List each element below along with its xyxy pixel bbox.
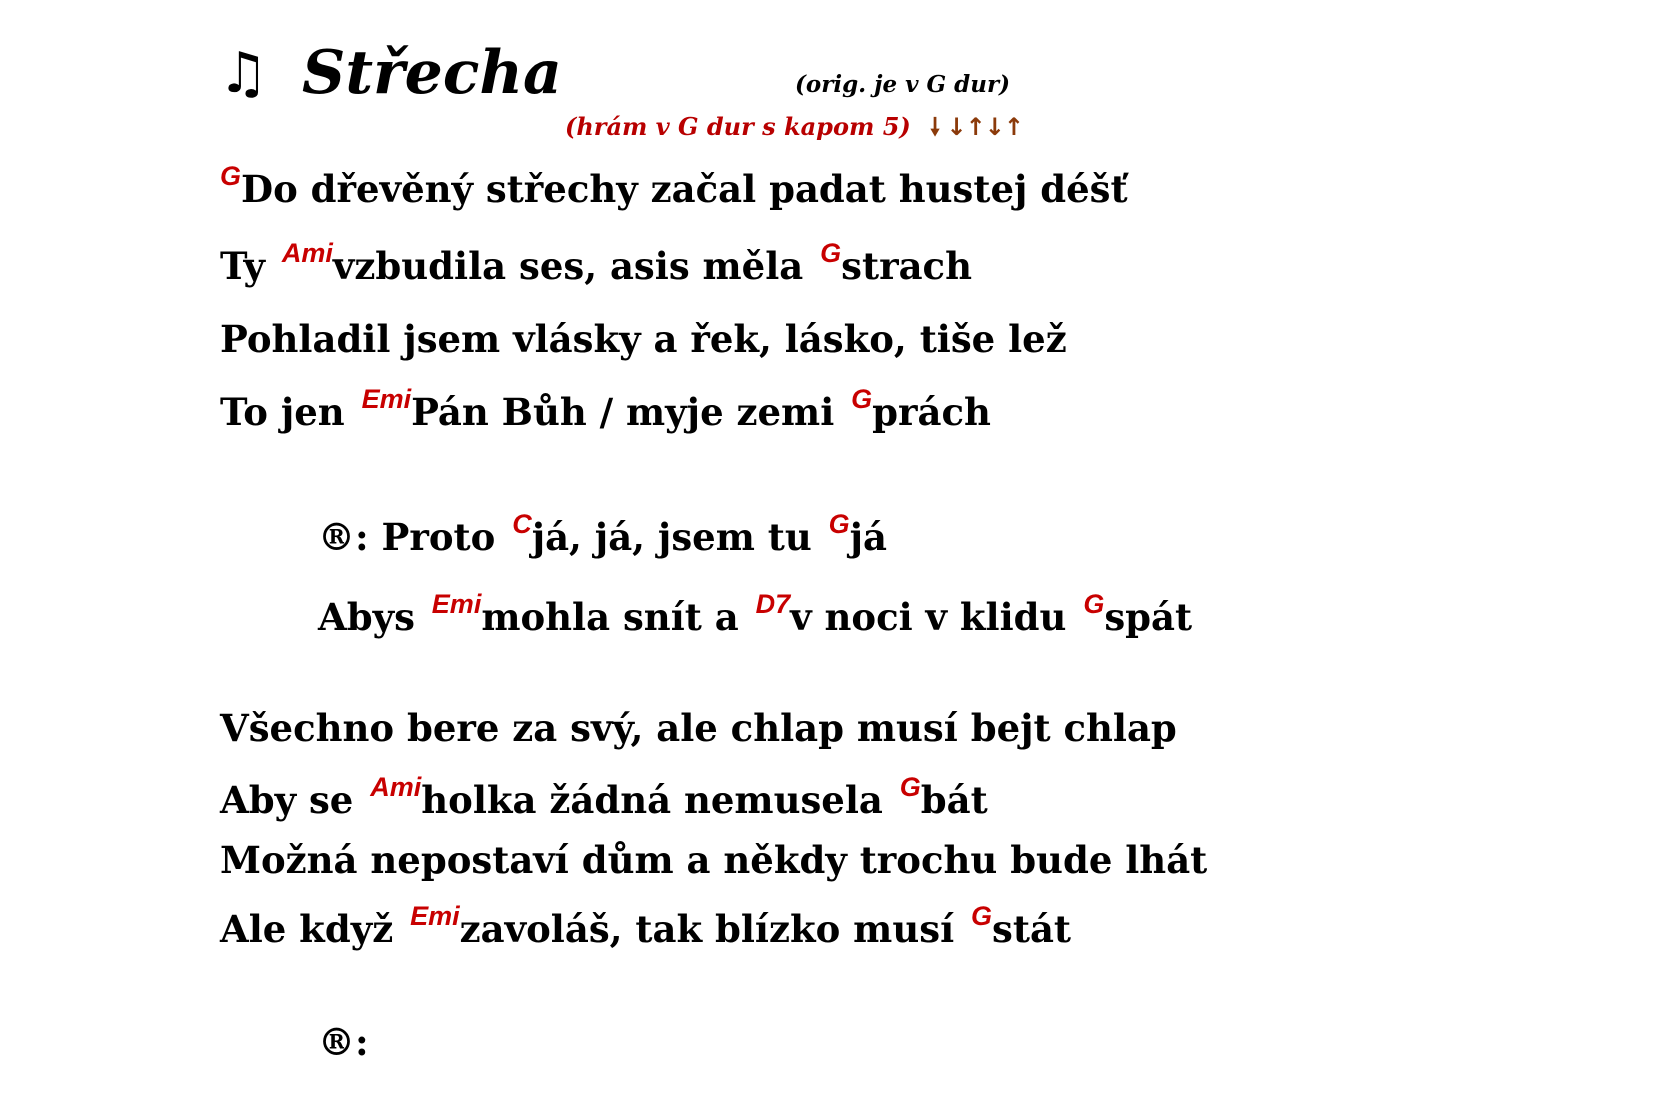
lyric-text: Do dřevěný střechy začal padat hustej déšť [241, 167, 1128, 211]
lyric-text: Možná nepostaví dům a někdy trochu bude lhát [220, 838, 1208, 882]
chord-label: Emi [361, 384, 412, 414]
lyric-text: v noci v klidu [790, 595, 1080, 639]
chord-label: C [512, 509, 532, 539]
chord-label: G [899, 772, 921, 802]
lyric-line [220, 772, 988, 826]
chord-label: Ami [281, 238, 333, 268]
lyric-text: Abys [318, 595, 428, 639]
chord-label: Emi [431, 589, 482, 619]
chord-label: Ami [370, 772, 422, 802]
lyric-text: prách [872, 390, 991, 434]
chord-label: G [820, 238, 842, 268]
lyric-text: Pohladil jsem vlásky a řek, lásko, tiše lež [220, 317, 1067, 361]
lyric-line [220, 838, 1207, 882]
lyric-line [220, 317, 1067, 361]
lyric-text: holka žádná nemusela [421, 778, 896, 822]
lyric-line [318, 509, 887, 563]
lyric-line [318, 589, 1193, 643]
lyric-text: Všechno bere za svý, ale chlap musí bejt chlap [220, 706, 1177, 750]
chord-label: G [851, 384, 873, 414]
chord-label: G [1083, 589, 1105, 619]
capo-note: (hrám v G dur s kapom 5) [565, 112, 911, 141]
chord-label: Emi [410, 901, 460, 931]
lyric-text: To jen [220, 390, 358, 434]
lyric-text: Ty [220, 244, 278, 288]
lyric-text: ®: [318, 1020, 369, 1064]
lyric-text: mohla snít a [481, 595, 752, 639]
chord-label: G [971, 901, 993, 931]
lyric-text: spát [1104, 595, 1193, 639]
lyric-line [220, 706, 1177, 750]
capo-info [565, 110, 1023, 147]
lyric-text: já [849, 515, 887, 559]
lyric-line [318, 1020, 369, 1064]
lyric-text: stát [992, 907, 1072, 951]
song-title: Střecha [302, 38, 562, 108]
strum-pattern-arrows-icon: 🠗 ↓↑↓↑ [929, 113, 1023, 141]
lyric-text: já, já, jsem tu [531, 515, 825, 559]
lyric-line [220, 161, 1128, 215]
original-key: (orig. je v G dur) [795, 71, 1010, 98]
music-note-icon: ♫ [218, 41, 269, 106]
chord-label: D7 [755, 589, 791, 619]
lyric-text: Pán Bůh / myje zemi [411, 390, 848, 434]
lyric-line [220, 901, 1072, 955]
lyric-text: ®: Proto [318, 515, 509, 559]
lyric-text: Aby se [220, 778, 367, 822]
chord-label: G [828, 509, 850, 539]
lyric-text: vzbudila ses, asis měla [332, 244, 817, 288]
lyric-text: strach [841, 244, 972, 288]
lyric-text: zavoláš, tak blízko musí [459, 907, 968, 951]
chord-label: G [220, 161, 242, 191]
lyric-line [220, 238, 972, 292]
lyric-text: Ale když [220, 907, 407, 951]
lyric-line [220, 384, 991, 438]
lyric-text: bát [920, 778, 988, 822]
